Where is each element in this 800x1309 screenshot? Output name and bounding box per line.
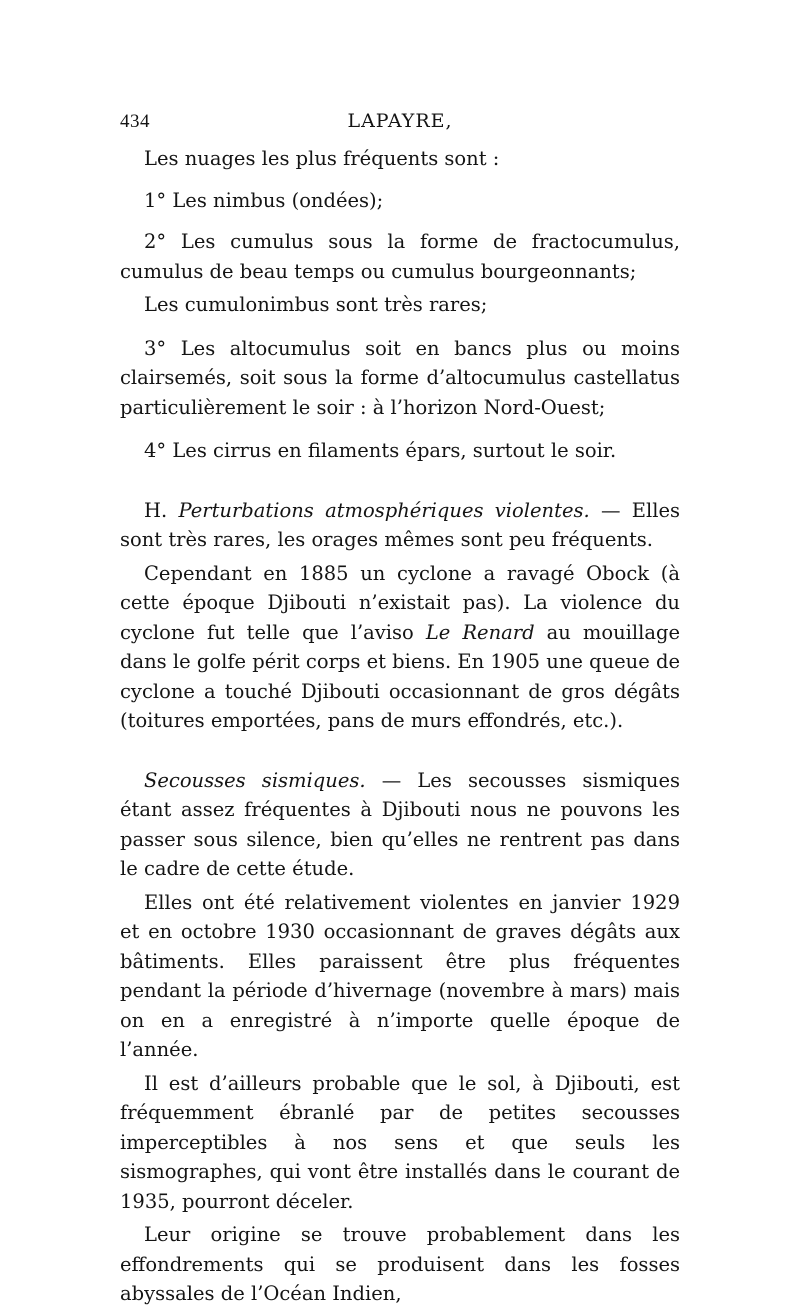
- paragraph-altocumulus: 3° Les altocumulus soit en bancs plus ou moins clairsemés, soit sous la forme d’altocumulus castellatus particulièrement le soir : à l’horizon Nord-Ouest;: [120, 336, 680, 419]
- cyclone-text-before: Cependant en 1885 un cyclone a ravagé Obock (à cette époque Djibouti n’existait pas). La violence du cyclone fut telle que l’aviso: [120, 561, 680, 644]
- section-title-seismic: Secousses sismiques.: [144, 768, 366, 792]
- paragraph-origin: Leur origine se trouve probablement dans les effondrements qui se produisent dans les fosses abyssales de l’Océan Indien,: [120, 1223, 680, 1305]
- ship-name: Le Renard: [425, 620, 535, 644]
- page-header: [120, 110, 680, 144]
- cyclone-text-after: au mouillage dans le golfe périt corps et biens. En 1905 une queue de cyclone a touché Djibouti occasionnant de gros dégâts (toitures emportées, pans de murs effondrés, etc.).: [120, 620, 680, 732]
- paragraph-perturbations: [120, 496, 680, 555]
- paragraph-seismic: [120, 766, 680, 884]
- section-letter: H.: [144, 498, 179, 522]
- paragraph-cumulonimbus: Les cumulonimbus sont très rares;: [144, 293, 488, 316]
- paragraph-cirrus: 4° Les cirrus en filaments épars, surtout le soir.: [144, 439, 617, 462]
- book-page: [120, 110, 680, 1309]
- paragraph-cumulus: 2° Les cumulus sous la forme de fractocumulus, cumulus de beau temps ou cumulus bourgeonnants;: [120, 230, 680, 283]
- paragraph-seismic-history: Elles ont été relativement violentes en janvier 1929 et en octobre 1930 occasionnant de graves dégâts aux bâtiments. Elles paraissent être plus fréquentes pendant la période d’hivernage (novembre à mars) mais on en a enregistré à n’importe quelle époque de l’année.: [120, 890, 680, 1061]
- section-title-perturbations: Perturbations atmosphériques violentes.: [178, 498, 590, 522]
- seismic-text: — Les secousses sismiques étant assez fréquentes à Djibouti nous ne pouvons les passer sous silence, bien qu’elles ne rentrent pas dans le cadre de cette étude.: [120, 768, 680, 880]
- paragraph-seismographs: Il est d’ailleurs probable que le sol, à Djibouti, est fréquemment ébranlé par de petites secousses imperceptibles à nos sens et que seuls les sismographes, qui vont être installés dans le courant de 1935, pourront déceler.: [120, 1071, 680, 1213]
- paragraph-clouds-intro: Les nuages les plus fréquents sont :: [144, 147, 500, 170]
- perturbations-text: — Elles sont très rares, les orages mêmes sont peu fréquents.: [120, 498, 680, 551]
- running-title: LAPAYRE,: [347, 110, 453, 132]
- paragraph-cyclone: [120, 559, 680, 736]
- paragraph-nimbus: 1° Les nimbus (ondées);: [144, 188, 384, 212]
- page-number: 434: [120, 111, 150, 132]
